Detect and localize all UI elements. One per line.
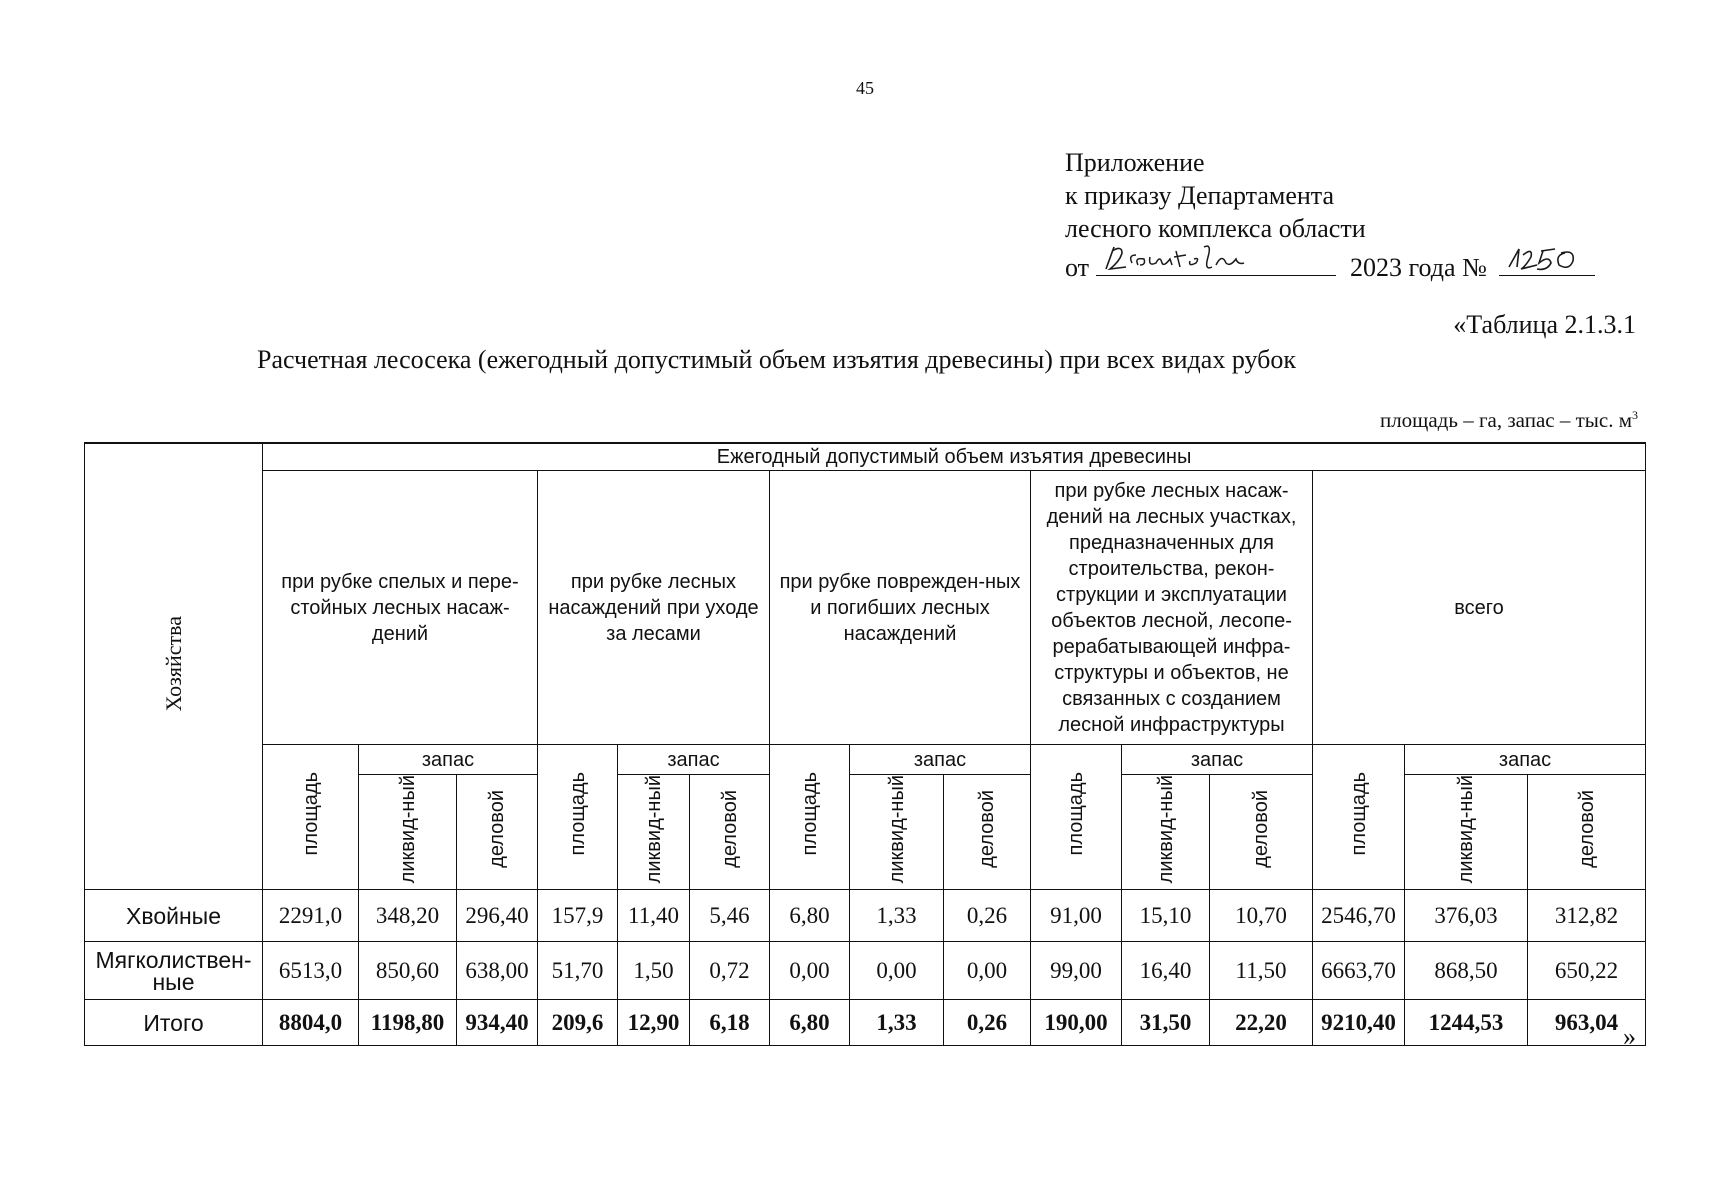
- area-header: площадь: [1313, 745, 1405, 890]
- cell: 1198,80: [359, 1000, 457, 1046]
- cell: 0,26: [944, 890, 1031, 942]
- cell: 6,80: [770, 1000, 850, 1046]
- liquid-header: ликвид-ный: [359, 775, 457, 890]
- row-name: Мягколиствен-ные: [85, 942, 263, 1000]
- business-header: деловой: [457, 775, 538, 890]
- top-header: Ежегодный допустимый объем изъятия древесины: [263, 443, 1646, 471]
- page-number: 45: [856, 78, 874, 98]
- cell: 934,40: [457, 1000, 538, 1046]
- cell: 91,00: [1031, 890, 1122, 942]
- handwritten-date-signature: [1100, 241, 1300, 275]
- group-header-total: всего: [1313, 471, 1646, 745]
- cell: 963,04: [1528, 1000, 1646, 1046]
- cell: 31,50: [1122, 1000, 1210, 1046]
- table-row: [85, 890, 1646, 942]
- cell: 15,10: [1122, 890, 1210, 942]
- stock-header: запас: [618, 745, 770, 775]
- units-note-text: площадь – га, запас – тыс. м: [1379, 408, 1632, 432]
- document-title-text: Расчетная лесосека (ежегодный допустимый объем изъятия древесины) при всех видах рубок: [257, 345, 1296, 374]
- cell: 22,20: [1210, 1000, 1313, 1046]
- units-superscript: 3: [1632, 408, 1638, 422]
- group-header-care: при рубке лесных насаждений при уходе за лесами: [538, 471, 770, 745]
- stock-header: запас: [359, 745, 538, 775]
- appendix-line-1: Приложение: [1065, 148, 1205, 177]
- cell: 1,33: [850, 890, 944, 942]
- cell: 11,50: [1210, 942, 1313, 1000]
- cell: 376,03: [1405, 890, 1528, 942]
- cell: 209,6: [538, 1000, 618, 1046]
- appendix-line-3: лесного комплекса области: [1065, 214, 1366, 243]
- cell: 650,22: [1528, 942, 1646, 1000]
- table-label: «Таблица 2.1.3.1: [1453, 310, 1636, 339]
- cell: 850,60: [359, 942, 457, 1000]
- appendix-prefix: от: [1065, 253, 1090, 282]
- cell: 51,70: [538, 942, 618, 1000]
- cell: 312,82: [1528, 890, 1646, 942]
- cell: 638,00: [457, 942, 538, 1000]
- business-header: деловой: [1528, 775, 1646, 890]
- cell: 11,40: [618, 890, 690, 942]
- appendix-line-4: [1065, 245, 1595, 284]
- cell: 0,72: [690, 942, 770, 1000]
- document-title: [0, 345, 1713, 375]
- group-header-mature: при рубке спелых и пере-стойных лесных насаж-дений: [263, 471, 538, 745]
- cell: 6,18: [690, 1000, 770, 1046]
- cell: 348,20: [359, 890, 457, 942]
- area-header: площадь: [770, 745, 850, 890]
- cell: 12,90: [618, 1000, 690, 1046]
- cell: 190,00: [1031, 1000, 1122, 1046]
- cell: 6513,0: [263, 942, 359, 1000]
- appendix-year: 2023 года №: [1350, 253, 1487, 282]
- stock-header: запас: [1122, 745, 1313, 775]
- appendix-block: [1065, 146, 1595, 284]
- liquid-header: ликвид-ный: [618, 775, 690, 890]
- cell: 5,46: [690, 890, 770, 942]
- cell: 1,33: [850, 1000, 944, 1046]
- stock-header: запас: [1405, 745, 1646, 775]
- cell: 1244,53: [1405, 1000, 1528, 1046]
- cell: 6663,70: [1313, 942, 1405, 1000]
- business-header: деловой: [1210, 775, 1313, 890]
- liquid-header: ликвид-ный: [850, 775, 944, 890]
- liquid-header: ликвид-ный: [1122, 775, 1210, 890]
- row-name: Итого: [85, 1000, 263, 1046]
- cell: 2291,0: [263, 890, 359, 942]
- cell: 1,50: [618, 942, 690, 1000]
- cell: 10,70: [1210, 890, 1313, 942]
- area-header: площадь: [1031, 745, 1122, 890]
- logging-volume-table: [84, 442, 1646, 1046]
- cell: 0,00: [944, 942, 1031, 1000]
- cell: 9210,40: [1313, 1000, 1405, 1046]
- group-header-construction: при рубке лесных насаж-дений на лесных участках, предназначенных для строительства, рекон-струкции и эксплуатации объектов лесной, лесопе-рерабатывающей инфра-структуры и объектов, не связанных с созданием лесной инфраструктуры: [1031, 471, 1313, 745]
- closing-quote: »: [1623, 1022, 1636, 1051]
- cell: 0,00: [850, 942, 944, 1000]
- cell: 0,26: [944, 1000, 1031, 1046]
- handwritten-date: [1096, 245, 1336, 276]
- cell: 16,40: [1122, 942, 1210, 1000]
- cell: 99,00: [1031, 942, 1122, 1000]
- row-name: Хвойные: [85, 890, 263, 942]
- group-header-damaged: при рубке поврежден-ных и погибших лесных насаждений: [770, 471, 1031, 745]
- cell: 868,50: [1405, 942, 1528, 1000]
- cell: 2546,70: [1313, 890, 1405, 942]
- handwritten-number-signature: [1503, 241, 1593, 275]
- farms-header: Хозяйства: [85, 443, 263, 890]
- handwritten-number: [1499, 245, 1595, 276]
- cell: 8804,0: [263, 1000, 359, 1046]
- area-header: площадь: [538, 745, 618, 890]
- business-header: деловой: [944, 775, 1031, 890]
- cell: 6,80: [770, 890, 850, 942]
- appendix-line-2: к приказу Департамента: [1065, 181, 1335, 210]
- units-note: [1380, 408, 1638, 433]
- business-header: деловой: [690, 775, 770, 890]
- cell: 157,9: [538, 890, 618, 942]
- stock-header: запас: [850, 745, 1031, 775]
- cell: 296,40: [457, 890, 538, 942]
- table-row-total: [85, 1000, 1646, 1046]
- area-header: площадь: [263, 745, 359, 890]
- liquid-header: ликвид-ный: [1405, 775, 1528, 890]
- table-row: [85, 942, 1646, 1000]
- cell: 0,00: [770, 942, 850, 1000]
